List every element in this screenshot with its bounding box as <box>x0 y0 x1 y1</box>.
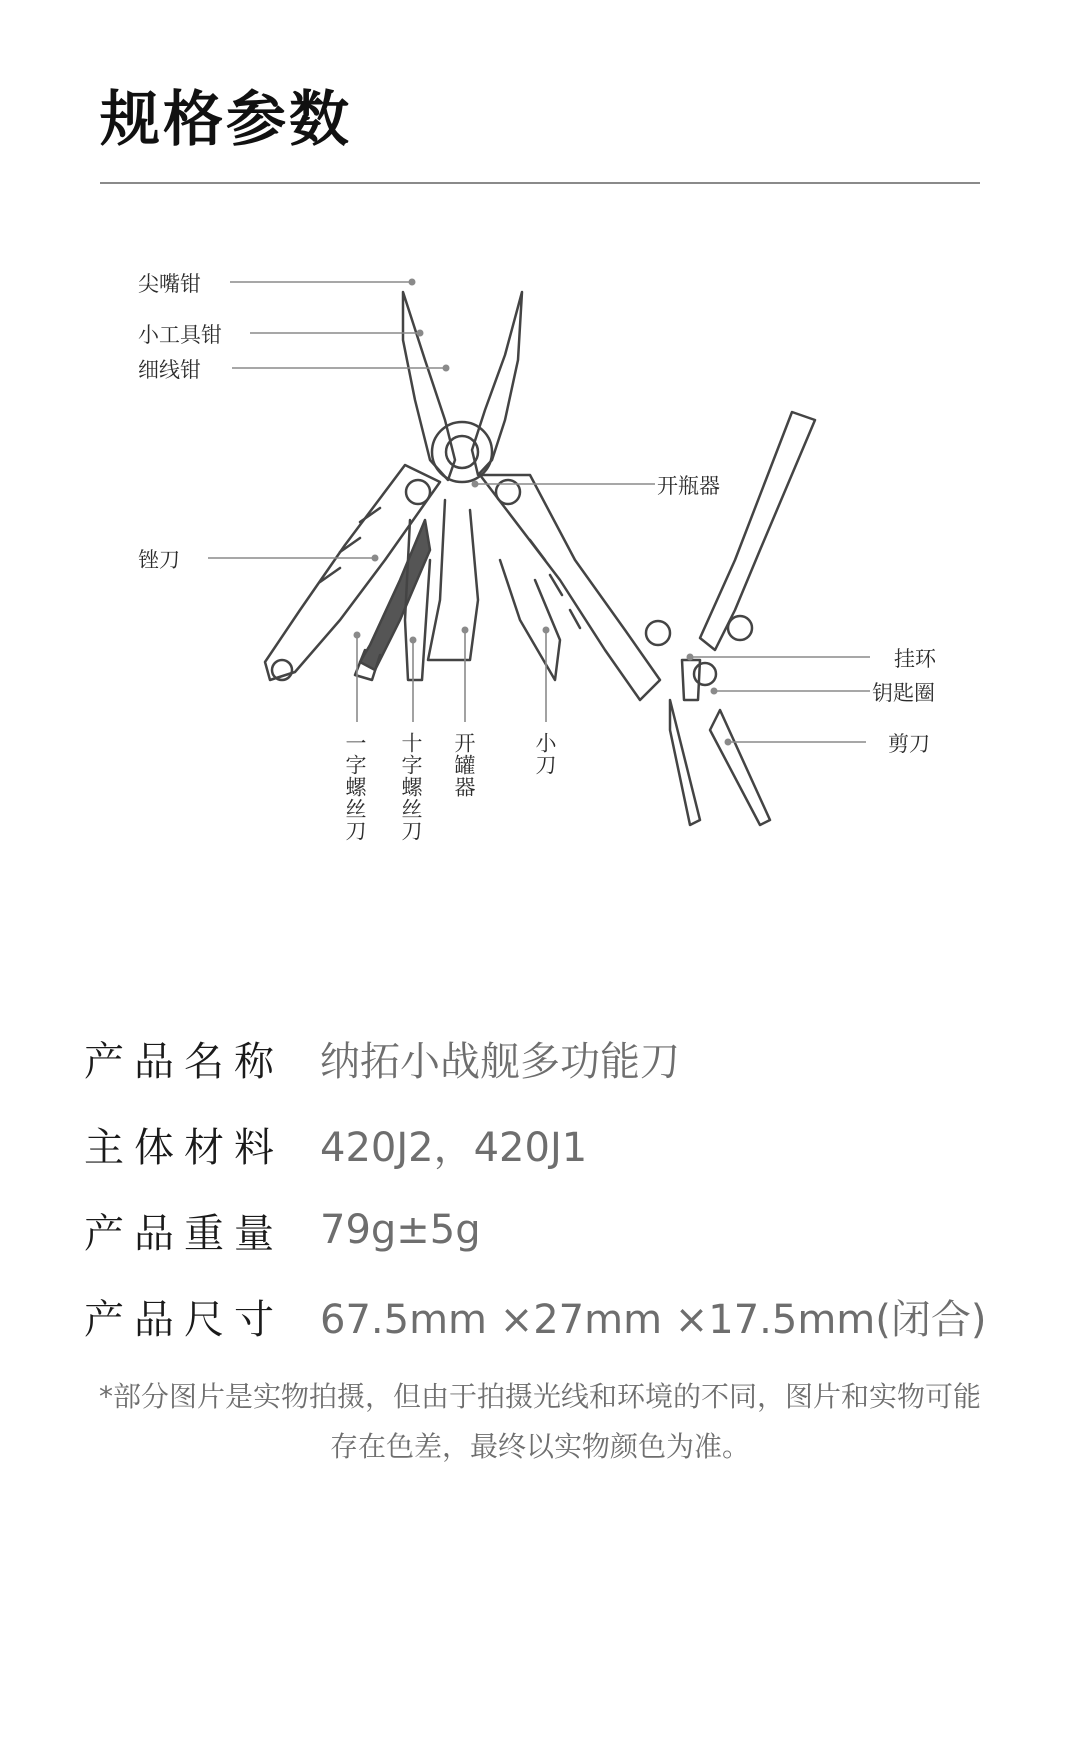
spec-value: 纳拓小战舰多功能刀 <box>320 1038 680 1085</box>
plier-jaw-right <box>472 292 522 475</box>
spec-label: 产品重量 <box>84 1210 284 1257</box>
callout-yaoshiquan: 钥匙圈 <box>872 681 935 705</box>
callout-jianzuiqian: 尖嘴钳 <box>138 272 201 296</box>
scissor-blade-left <box>670 700 700 825</box>
callout-jiandao: 剪刀 <box>888 732 930 756</box>
spec-row-weight <box>84 1187 1004 1273</box>
callout-kaipingqi: 开瓶器 <box>657 474 720 498</box>
callout-xiaodao: 小刀 <box>533 732 557 776</box>
spec-row-material <box>84 1101 1004 1187</box>
handle-right <box>480 475 660 700</box>
callout-guahuan: 挂环 <box>894 647 936 671</box>
spec-row-name <box>84 1015 1004 1101</box>
pivot-ring <box>432 422 492 482</box>
callout-xiaogongjuqian: 小工具钳 <box>138 323 222 347</box>
spec-row-size <box>84 1273 1004 1359</box>
scissor-screw <box>728 616 752 640</box>
file-tool <box>360 520 430 670</box>
disclaimer-text: *部分图片是实物拍摄，但由于拍摄光线和环境的不同，图片和实物可能存在色差，最终以实物颜色为准。 <box>98 1380 981 1463</box>
screw-left <box>406 480 430 504</box>
spec-label: 产品尺寸 <box>84 1296 284 1343</box>
page-title: 规格参数 <box>100 85 352 155</box>
callout-yizi-luosidao: 一字螺丝刀 <box>343 732 367 842</box>
callout-cuodao: 锉刀 <box>138 548 180 572</box>
spec-label: 主体材料 <box>84 1124 284 1171</box>
spec-table <box>84 1015 1004 1359</box>
spec-value: 67.5mm ×27mm ×17.5mm(闭合) <box>320 1296 987 1343</box>
title-divider <box>100 182 980 184</box>
callout-kaiguanqi: 开罐器 <box>452 732 476 798</box>
scissor-arm <box>700 412 815 650</box>
spec-value: 79g±5g <box>320 1207 481 1253</box>
screw-right-bottom <box>646 621 670 645</box>
scissor-blade-right <box>710 710 770 825</box>
callout-xixianqian: 细线钳 <box>138 358 201 382</box>
can-opener <box>428 500 478 660</box>
key-ring <box>694 663 716 685</box>
multitool-diagram <box>0 260 1080 960</box>
callout-shizi-luosidao: 十字螺丝刀 <box>399 732 423 842</box>
spec-label: 产品名称 <box>84 1038 284 1085</box>
spec-value: 420J2，420J1 <box>320 1124 588 1171</box>
